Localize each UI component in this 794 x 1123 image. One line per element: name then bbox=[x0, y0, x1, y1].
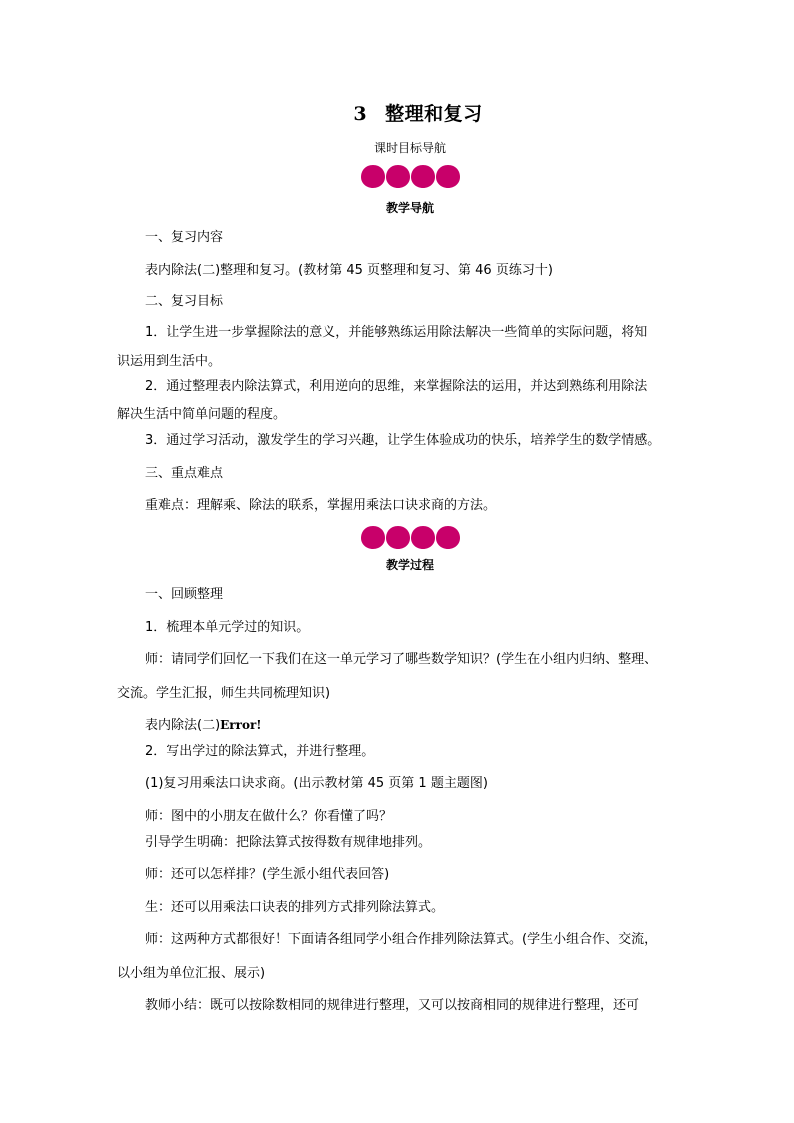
text-line: (1)复习用乘法口诀求商。(出示教材第 45 页第 1 题主题图) bbox=[145, 776, 488, 791]
title-number: 3 bbox=[353, 103, 368, 125]
text-line: 解决生活中简单问题的程度。 bbox=[117, 407, 287, 422]
text-line: 识运用到生活中。 bbox=[117, 354, 222, 369]
text-line: 交流。学生汇报，师生共同梳理知识) bbox=[117, 686, 331, 701]
text-line: 生：还可以用乘法口诀表的排列方式排列除法算式。 bbox=[145, 900, 445, 915]
error-field-text: Error! bbox=[220, 718, 262, 732]
section-heading-guide: 教学导航 bbox=[385, 201, 434, 215]
title-text: 整理和复习 bbox=[385, 103, 483, 125]
text-line: 一、回顾整理 bbox=[145, 587, 224, 602]
text-line: 引导学生明确：把除法算式按得数有规律地排列。 bbox=[145, 835, 432, 850]
text-line: 师：这两种方式都很好！下面请各组同学小组合作排列除法算式。(学生小组合作、交流， bbox=[145, 932, 658, 947]
text-line: 以小组为单位汇报、展示) bbox=[117, 966, 266, 981]
text-line: 2．通过整理表内除法算式，利用逆向的思维，来掌握除法的运用，并达到熟练利用除法 bbox=[145, 379, 648, 394]
text-line: 师：请同学们回忆一下我们在这一单元学习了哪些数学知识？(学生在小组内归纳、整理、 bbox=[145, 652, 658, 667]
text-line: 1．让学生进一步掌握除法的意义，并能够熟练运用除法解决一些简单的实际问题，将知 bbox=[145, 325, 648, 340]
text-line: 2．写出学过的除法算式，并进行整理。 bbox=[145, 744, 375, 759]
text-fragment: 表内除法(二) bbox=[145, 718, 221, 733]
text-line: 师：还可以怎样排？(学生派小组代表回答) bbox=[145, 867, 390, 882]
subtitle: 课时目标导航 bbox=[373, 141, 446, 155]
page-title bbox=[0, 99, 794, 126]
text-line: 表内除法(二)整理和复习。(教材第 45 页整理和复习、第 46 页练习十) bbox=[145, 263, 553, 278]
decorative-dots-2 bbox=[360, 524, 462, 550]
text-line: 教师小结：既可以按除数相同的规律进行整理，又可以按商相同的规律进行整理，还可 bbox=[145, 998, 640, 1013]
text-line bbox=[145, 716, 262, 735]
text-line: 师：图中的小朋友在做什么？你看懂了吗？ bbox=[145, 809, 393, 824]
text-line: 一、复习内容 bbox=[145, 230, 224, 245]
decorative-dots-1 bbox=[360, 163, 462, 189]
text-line: 3．通过学习活动，激发学生的学习兴趣，让学生体验成功的快乐，培养学生的数学情感。 bbox=[145, 433, 661, 448]
text-line: 重难点：理解乘、除法的联系，掌握用乘法口诀求商的方法。 bbox=[145, 498, 497, 513]
text-line: 三、重点难点 bbox=[145, 466, 224, 481]
text-line: 1．梳理本单元学过的知识。 bbox=[145, 620, 310, 635]
text-line: 二、复习目标 bbox=[145, 294, 224, 309]
section-heading-process: 教学过程 bbox=[385, 558, 434, 572]
